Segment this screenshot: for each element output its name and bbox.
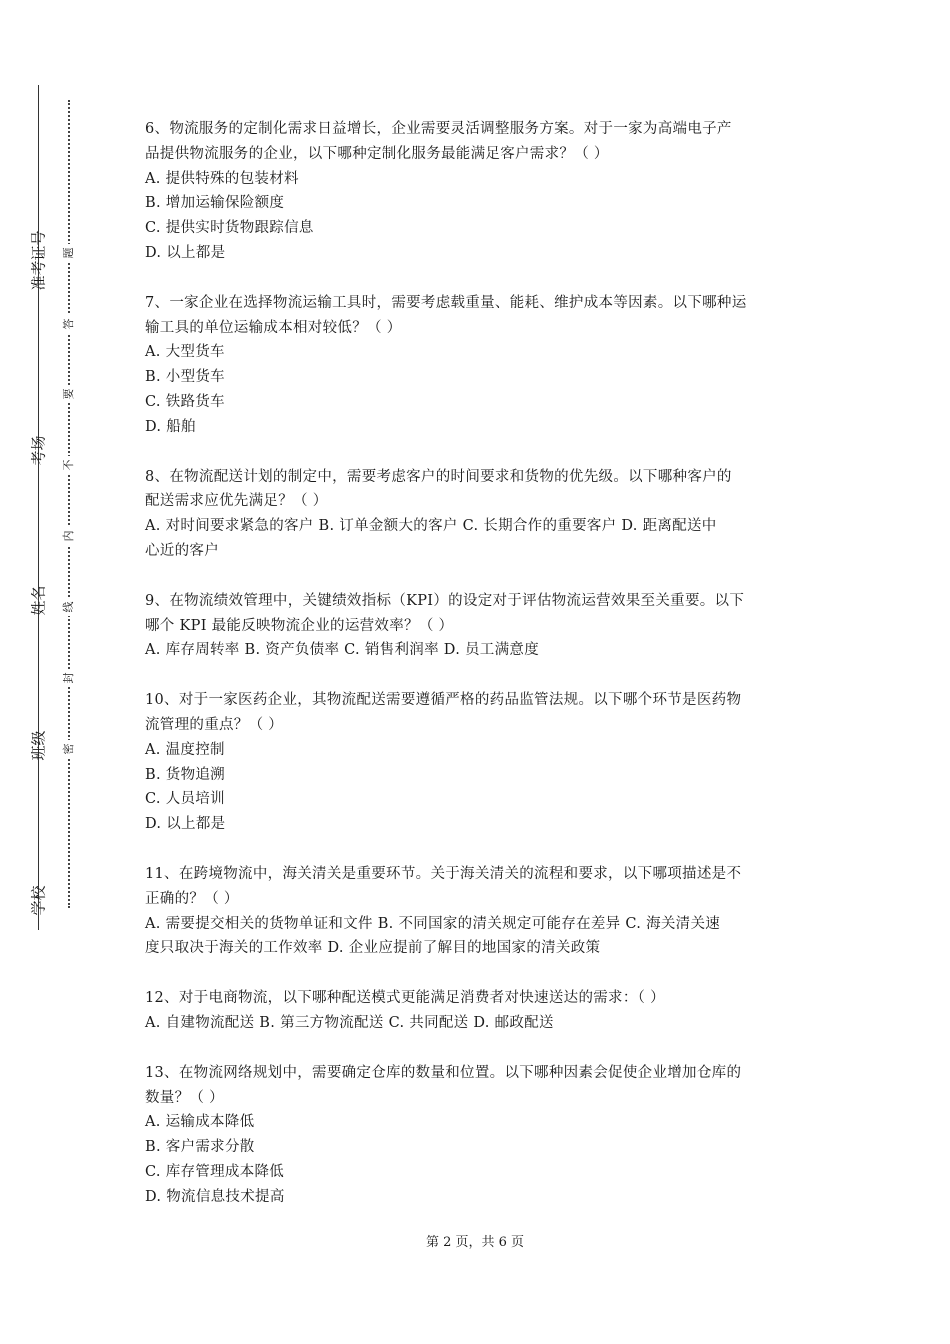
seal-char: 题 (60, 244, 78, 262)
question-text: 输工具的单位运输成本相对较低？（ ） (145, 319, 402, 336)
option-d: D. 以上都是 (145, 816, 226, 833)
question-10 (145, 688, 810, 837)
option-a: A. 运输成本降低 (145, 1114, 255, 1131)
question-6 (145, 117, 810, 266)
question-text: 7、一家企业在选择物流运输工具时，需要考虑载重量、能耗、维护成本等因素。以下哪种运 (145, 294, 747, 311)
field-exam-number: 准考证号 (29, 230, 48, 291)
question-12 (145, 986, 810, 1036)
question-options-inline: A. 自建物流配送 B. 第三方物流配送 C. 共同配送 D. 邮政配送 (145, 1014, 554, 1031)
binding-margin (0, 0, 120, 1344)
question-options-inline: 度只取决于海关的工作效率 D. 企业应提前了解目的地国家的清关政策 (145, 940, 601, 957)
page-footer: 第 2 页，共 6 页 (425, 1235, 525, 1250)
question-text: 哪个 KPI 最能反映物流企业的运营效率？（ ） (145, 617, 454, 634)
option-c: C. 铁路货车 (145, 393, 225, 410)
question-options-inline: A. 需要提交相关的货物单证和文件 B. 不同国家的清关规定可能存在差异 C. 海关清关速 (145, 915, 721, 932)
option-a: A. 提供特殊的包装材料 (145, 170, 299, 187)
question-list (145, 117, 810, 1234)
option-d: D. 船舶 (145, 418, 196, 435)
seal-char: 要 (60, 385, 78, 403)
seal-char: 线 (60, 598, 78, 616)
seal-char: 封 (60, 669, 78, 687)
field-exam-room: 考场 (29, 435, 48, 466)
question-8 (145, 465, 810, 564)
question-13 (145, 1061, 810, 1210)
question-text: 8、在物流配送计划的制定中，需要考虑客户的时间要求和货物的优先级。以下哪种客户的 (145, 468, 732, 485)
seal-char: 密 (60, 740, 78, 758)
option-b: B. 小型货车 (145, 369, 225, 386)
binding-solid-line (38, 85, 39, 930)
question-text: 6、物流服务的定制化需求日益增长，企业需要灵活调整服务方案。对于一家为高端电子产 (145, 121, 732, 137)
question-text: 流管理的重点？（ ） (145, 716, 284, 733)
option-b: B. 增加运输保险额度 (145, 195, 285, 212)
field-school: 学校 (29, 885, 48, 916)
option-a: A. 温度控制 (145, 741, 225, 758)
question-text: 10、对于一家医药企业，其物流配送需要遵循严格的药品监管法规。以下哪个环节是医药物 (145, 692, 742, 709)
option-d: D. 物流信息技术提高 (145, 1188, 285, 1205)
option-c: C. 库存管理成本降低 (145, 1163, 285, 1180)
question-text: 13、在物流网络规划中，需要确定仓库的数量和位置。以下哪种因素会促使企业增加仓库的 (145, 1064, 742, 1081)
option-b: B. 客户需求分散 (145, 1139, 255, 1156)
question-text: 12、对于电商物流，以下哪种配送模式更能满足消费者对快速送达的需求：（ ） (145, 990, 665, 1007)
question-options-inline: A. 库存周转率 B. 资产负债率 C. 销售利润率 D. 员工满意度 (145, 642, 540, 659)
option-c: C. 人员培训 (145, 791, 225, 808)
question-text: 数量？（ ） (145, 1089, 224, 1106)
option-b: B. 货物追溯 (145, 766, 225, 783)
question-options-inline: A. 对时间要求紧急的客户 B. 订单金额大的客户 C. 长期合作的重要客户 D. 距离配送中 (145, 518, 717, 535)
seal-char: 内 (60, 527, 78, 545)
seal-char: 不 (60, 456, 78, 474)
question-text: 9、在物流绩效管理中，关键绩效指标（KPI）的设定对于评估物流运营效果至关重要。以下 (145, 592, 745, 609)
field-name: 姓名 (29, 585, 48, 616)
question-9 (145, 589, 810, 663)
option-c: C. 提供实时货物跟踪信息 (145, 220, 314, 237)
question-text: 正确的？（ ） (145, 890, 239, 907)
seal-dotted-line (68, 100, 70, 908)
question-text: 配送需求应优先满足？（ ） (145, 493, 328, 510)
seal-char: 答 (60, 315, 78, 333)
field-class: 班级 (29, 730, 48, 761)
question-text: 11、在跨境物流中，海关清关是重要环节。关于海关清关的流程和要求，以下哪项描述是不 (145, 865, 742, 882)
question-7 (145, 291, 810, 440)
question-11 (145, 862, 810, 961)
option-d: D. 以上都是 (145, 244, 226, 261)
question-options-inline: 心近的客户 (145, 542, 219, 559)
question-text: 品提供物流服务的企业，以下哪种定制化服务最能满足客户需求？（ ） (145, 145, 609, 162)
option-a: A. 大型货车 (145, 344, 225, 361)
